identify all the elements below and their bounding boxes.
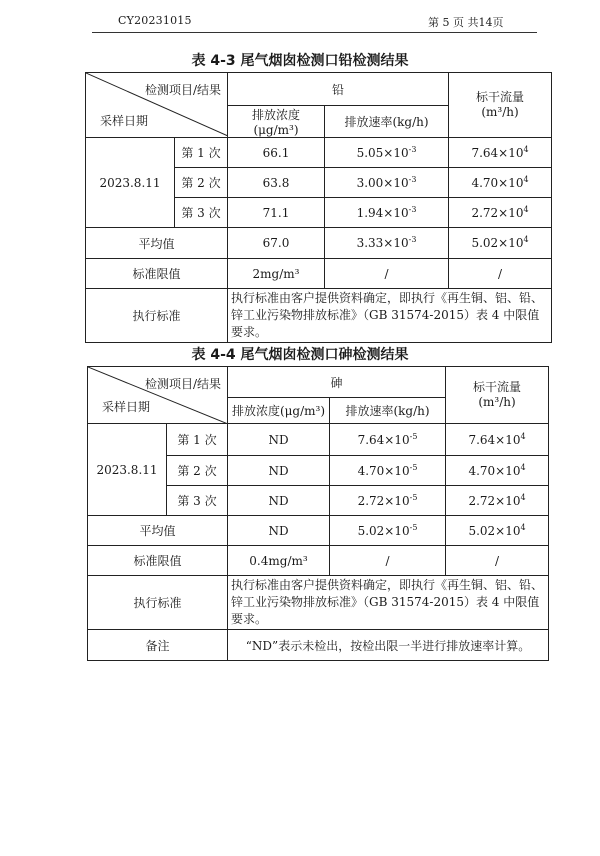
diagonal-header-cell — [88, 367, 228, 424]
standard-label: 执行标准 — [86, 289, 228, 343]
table-row — [88, 424, 549, 456]
run-label: 第 2 次 — [167, 456, 228, 486]
note-row — [88, 630, 549, 661]
limit-flow: / — [446, 546, 549, 576]
rate-header: 排放速率(kg/h) — [325, 106, 449, 138]
note-text: “ND”表示未检出，按检出限一半进行排放速率计算。 — [228, 630, 549, 661]
flow-value: $4.70\times 10^4$ — [449, 168, 552, 198]
standard-row — [88, 576, 549, 630]
conc-header: 排放浓度(μg/m³) — [228, 398, 330, 424]
diagonal-header-cell — [86, 73, 228, 138]
table-row — [86, 138, 552, 168]
avg-conc: ND — [228, 516, 330, 546]
average-row — [88, 516, 549, 546]
pollutant-header: 砷 — [228, 367, 446, 398]
standard-text: 执行标准由客户提供资料确定，即执行《再生铜、铝、铅、锌工业污染物排放标准》（GB 31574-2015）表 4 中限值要求。 — [228, 576, 549, 630]
conc-value: 71.1 — [228, 198, 325, 228]
flow-header: 标干流量 (m³/h) — [446, 367, 549, 424]
table2-caption: 表 4-4 尾气烟囱检测口砷检测结果 — [191, 347, 409, 363]
diag-item-label: 检测项目/结果 — [144, 377, 221, 391]
run-label: 第 3 次 — [175, 198, 228, 228]
diag-date-label: 采样日期 — [100, 114, 149, 128]
rate-value: $4.70\times 10^{-5}$ — [330, 456, 446, 486]
sample-date: 2023.8.11 — [88, 424, 167, 516]
run-label: 第 3 次 — [167, 486, 228, 516]
rate-value: $2.72\times 10^{-5}$ — [330, 486, 446, 516]
document-number: CY20231015 — [118, 14, 192, 27]
limit-conc: 0.4mg/m³ — [228, 546, 330, 576]
run-label: 第 1 次 — [167, 424, 228, 456]
avg-flow: $5.02\times 10^4$ — [446, 516, 549, 546]
run-label: 第 2 次 — [175, 168, 228, 198]
flow-value: $2.72\times 10^4$ — [449, 198, 552, 228]
diag-date-label: 采样日期 — [102, 400, 151, 414]
flow-value: $4.70\times 10^4$ — [446, 456, 549, 486]
conc-value: ND — [228, 424, 330, 456]
conc-value: 63.8 — [228, 168, 325, 198]
conc-value: ND — [228, 456, 330, 486]
sample-date: 2023.8.11 — [86, 138, 175, 228]
flow-header: 标干流量 (m³/h) — [449, 73, 552, 138]
arsenic-results-table — [87, 366, 549, 661]
flow-value: $7.64\times 10^4$ — [449, 138, 552, 168]
lead-results-table — [85, 72, 552, 343]
standard-row — [86, 289, 552, 343]
avg-rate: $3.33\times 10^{-3}$ — [325, 228, 449, 259]
diag-item-label: 检测项目/结果 — [144, 83, 221, 97]
rate-header: 排放速率(kg/h) — [330, 398, 446, 424]
avg-flow: $5.02\times 10^4$ — [449, 228, 552, 259]
rate-value: $5.05\times 10^{-3}$ — [325, 138, 449, 168]
page-info: 第 5 页 共14页 — [428, 16, 504, 29]
avg-label: 平均值 — [88, 516, 228, 546]
standard-text: 执行标准由客户提供资料确定，即执行《再生铜、铝、铅、锌工业污染物排放标准》（GB 31574-2015）表 4 中限值要求。 — [228, 289, 552, 343]
avg-label: 平均值 — [86, 228, 228, 259]
limit-flow: / — [449, 259, 552, 289]
note-label: 备注 — [88, 630, 228, 661]
pollutant-header: 铅 — [228, 73, 449, 106]
limit-rate: / — [325, 259, 449, 289]
limit-row — [88, 546, 549, 576]
flow-value: $2.72\times 10^4$ — [446, 486, 549, 516]
conc-header: 排放浓度(μg/m³) — [228, 106, 325, 138]
limit-row — [86, 259, 552, 289]
header-rule — [92, 32, 537, 33]
average-row — [86, 228, 552, 259]
avg-conc: 67.0 — [228, 228, 325, 259]
avg-rate: $5.02\times 10^{-5}$ — [330, 516, 446, 546]
run-label: 第 1 次 — [175, 138, 228, 168]
limit-conc: 2mg/m³ — [228, 259, 325, 289]
rate-value: $7.64\times 10^{-5}$ — [330, 424, 446, 456]
rate-value: $3.00\times 10^{-3}$ — [325, 168, 449, 198]
conc-value: ND — [228, 486, 330, 516]
conc-value: 66.1 — [228, 138, 325, 168]
limit-label: 标准限值 — [88, 546, 228, 576]
limit-rate: / — [330, 546, 446, 576]
standard-label: 执行标准 — [88, 576, 228, 630]
rate-value: $1.94\times 10^{-3}$ — [325, 198, 449, 228]
limit-label: 标准限值 — [86, 259, 228, 289]
table1-caption: 表 4-3 尾气烟囱检测口铅检测结果 — [191, 53, 409, 69]
flow-value: $7.64\times 10^4$ — [446, 424, 549, 456]
